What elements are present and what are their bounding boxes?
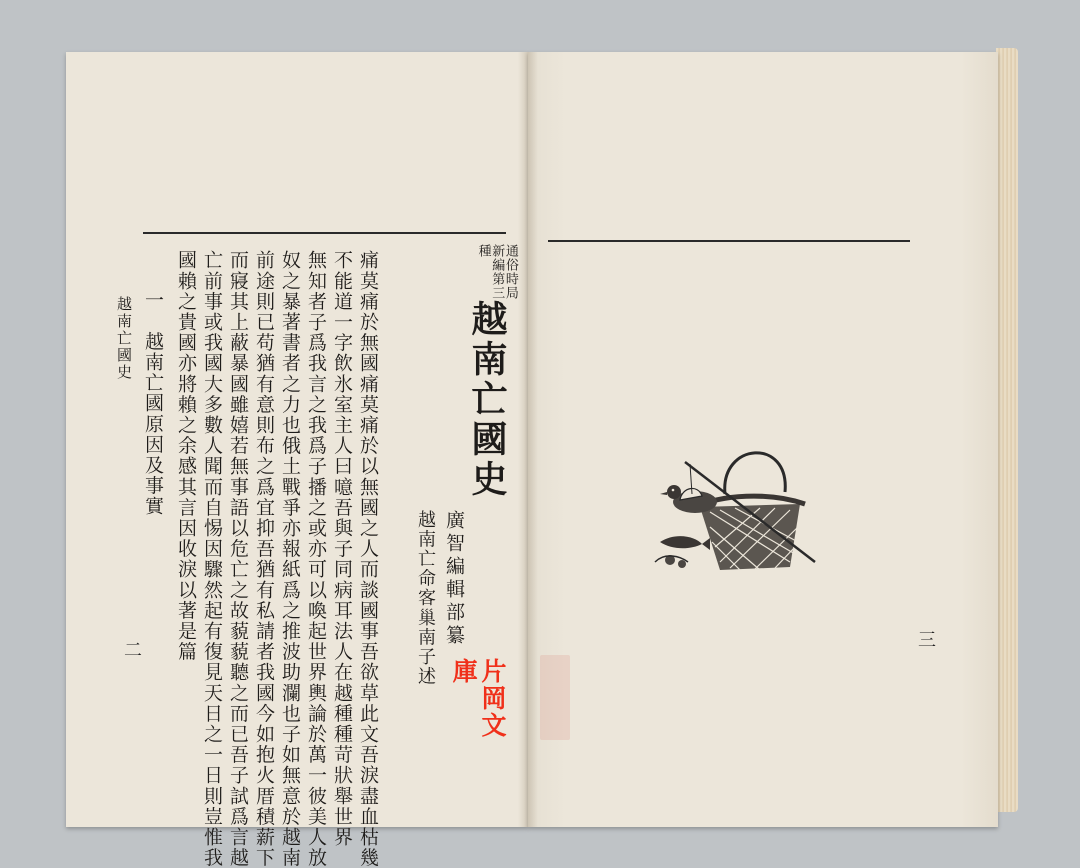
chapter-heading: 一 越南亡國原因及事實: [142, 290, 164, 517]
right-page-rule: [548, 240, 910, 242]
body-column-2: 不能道一字飲氷室主人曰噫吾與子同病耳法人在越種種苛狀舉世界: [331, 250, 353, 848]
body-column-8: 國賴之貴國亦將賴之余感其言因收淚以著是篇: [175, 250, 197, 662]
page-number-left: 二: [121, 640, 142, 658]
series-label: 通俗時局新編第三種: [475, 244, 518, 300]
running-header: 越南亡國史: [115, 296, 133, 381]
left-page-rule: [143, 232, 506, 234]
editor-line: 廣智編輯部纂: [443, 510, 465, 648]
library-seal: 片岡文庫: [449, 658, 507, 739]
body-column-5: 前途則已苟猶有意則布之爲宜抑吾猶有私請者我國今如抱火厝積薪下: [253, 250, 275, 868]
author-line: 越南亡命客巢南子述: [415, 510, 436, 687]
body-column-3: 無知者子爲我言之我爲子播之或亦可以喚起世界輿論於萬一彼美人放: [305, 250, 327, 868]
bird-and-basket-icon: [640, 432, 820, 582]
body-column-1: 痛莫痛於無國痛莫痛於以無國之人而談國事吾欲草此文吾淚盡血枯幾: [357, 250, 379, 868]
body-column-7: 亡前事或我國大多數人聞而自惕因驟然起有復見天日之一日則豈惟我: [201, 250, 223, 868]
body-column-4: 奴之暴著書者之力也俄土戰爭亦報紙爲之推波助瀾也子如無意於越南: [279, 250, 301, 868]
book-title: 越南亡國史: [466, 300, 508, 500]
page-number-right: 三: [915, 630, 936, 648]
page-edges: [996, 48, 1018, 812]
seal-bleed-through: [540, 655, 570, 740]
body-column-6: 而寢其上蔽暴國雖嬉若無事語以危亡之故藐藐聽之而已吾子試爲言越: [227, 250, 249, 868]
book-spine: [518, 52, 538, 827]
